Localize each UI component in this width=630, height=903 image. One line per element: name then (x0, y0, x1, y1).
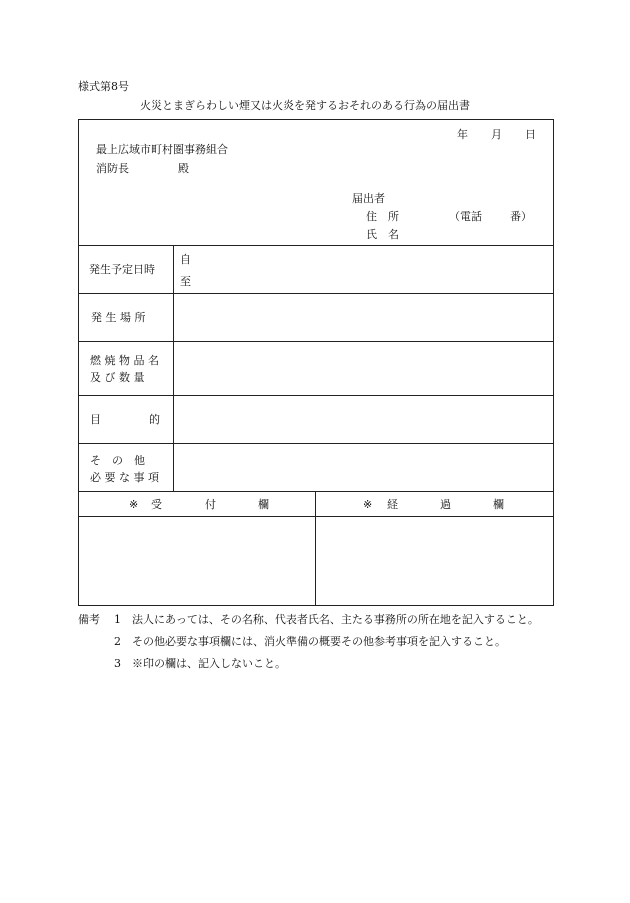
to-label: 至 (180, 275, 191, 288)
items-label-line1: 燃 焼 物 品 名 (90, 354, 159, 367)
note-text: ※印の欄は、記入しないこと。 (132, 657, 286, 670)
name-label: 氏 名 (366, 228, 399, 241)
reception-col-char2: 付 (205, 498, 216, 511)
datetime-label: 発生予定日時 (89, 263, 155, 276)
recipient-honorific: 殿 (178, 162, 189, 175)
label-column-divider (173, 245, 174, 491)
address-label: 住 所 (366, 210, 399, 223)
form-number: 様式第8号 (78, 80, 129, 93)
items-label-line2: 及 び 数 量 (90, 371, 145, 384)
form-title: 火災とまぎらわしい煙又は火炎を発するおそれのある行為の届出書 (140, 99, 470, 112)
reception-col-char1: 受 (151, 498, 162, 511)
reception-col-char3: 欄 (258, 498, 269, 511)
divider-datetime (78, 293, 554, 294)
office-column-divider (315, 491, 316, 606)
place-label: 発 生 場 所 (91, 311, 146, 324)
date-month-label: 月 (491, 128, 502, 141)
purpose-label-char2: 的 (149, 413, 160, 426)
phone-close-label: 番） (510, 210, 532, 223)
notes-heading: 備考 (78, 613, 100, 626)
note-number: 1 (114, 613, 121, 626)
divider-place (78, 341, 554, 342)
divider-items (78, 395, 554, 396)
note-text: 法人にあっては、その名称、代表者氏名、主たる事務所の所在地を記入すること。 (132, 613, 539, 626)
other-label-line1: そ の 他 (90, 454, 145, 467)
progress-col-char1: 経 (387, 498, 398, 511)
divider-purpose (78, 443, 554, 444)
divider-other (78, 491, 554, 492)
progress-col-char3: 欄 (493, 498, 504, 511)
applicant-label: 届出者 (352, 192, 385, 205)
divider-office-header (78, 516, 554, 517)
date-day-label: 日 (525, 128, 536, 141)
note-number: 3 (114, 657, 121, 670)
divider-header (78, 245, 554, 246)
from-label: 自 (180, 253, 191, 266)
progress-mark: ※ (363, 498, 373, 511)
date-year-label: 年 (457, 128, 468, 141)
other-label-line2: 必 要 な 事 項 (90, 471, 159, 484)
purpose-label-char1: 目 (90, 413, 101, 426)
reception-mark: ※ (129, 498, 139, 511)
note-number: 2 (114, 635, 121, 648)
recipient-org: 最上広域市町村圏事務組合 (96, 143, 228, 156)
recipient-title: 消防長 (96, 162, 129, 175)
progress-col-char2: 過 (440, 498, 451, 511)
note-text: その他必要な事項欄には、消火準備の概要その他参考事項を記入すること。 (132, 635, 506, 648)
phone-open-label: （電話 (449, 210, 482, 223)
